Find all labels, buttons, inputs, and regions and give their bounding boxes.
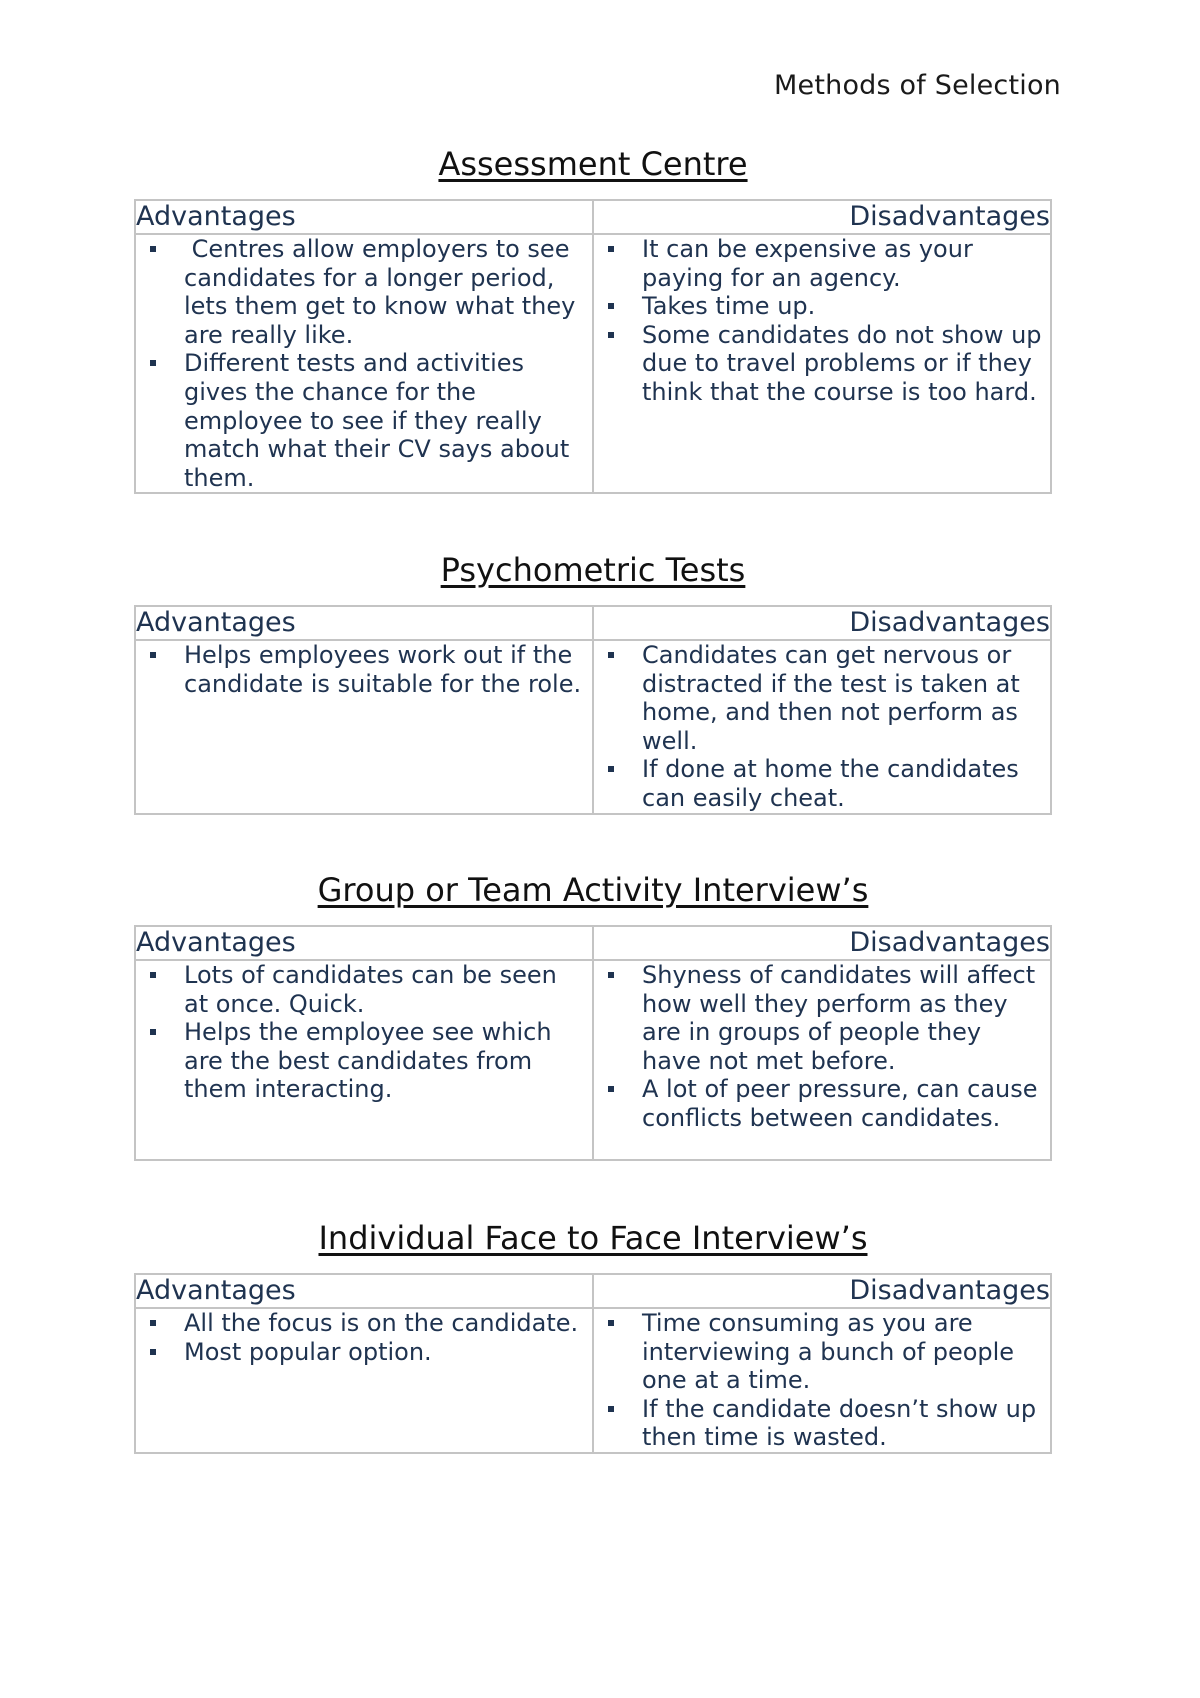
list-item: If done at home the candidates can easily cheat. [642, 755, 1046, 812]
section-assessment-centre [134, 145, 1052, 494]
disadvantages-header: Disadvantages [593, 926, 1051, 960]
pros-cons-table [134, 199, 1052, 494]
list-item: Time consuming as you are interviewing a bunch of people one at a time. [642, 1309, 1046, 1395]
list-item: All the focus is on the candidate. [184, 1309, 588, 1338]
section-title: Group or Team Activity Interview’s [317, 871, 869, 909]
section-face-to-face-interviews [134, 1219, 1052, 1454]
list-item: Shyness of candidates will affect how well they perform as they are in groups of people they have not met before. [642, 961, 1046, 1075]
list-item: Most popular option. [184, 1338, 588, 1367]
disadvantages-list [594, 961, 1050, 1133]
advantages-list [136, 235, 592, 492]
advantages-cell [135, 1308, 593, 1453]
section-psychometric-tests [134, 551, 1052, 815]
advantages-header: Advantages [135, 926, 593, 960]
list-item: Different tests and activities gives the chance for the employee to see if they really match what their CV says about them. [184, 349, 588, 492]
advantages-header: Advantages [135, 1274, 593, 1308]
advantages-cell [135, 640, 593, 814]
list-item: Takes time up. [642, 292, 1046, 321]
advantages-list [136, 1309, 592, 1366]
list-item: Lots of candidates can be seen at once. Quick. [184, 961, 588, 1018]
advantages-header: Advantages [135, 200, 593, 234]
list-item: Candidates can get nervous or distracted if the test is taken at home, and then not perform as well. [642, 641, 1046, 755]
disadvantages-list [594, 641, 1050, 813]
disadvantages-cell [593, 640, 1051, 814]
disadvantages-cell [593, 234, 1051, 493]
disadvantages-cell [593, 960, 1051, 1160]
advantages-cell [135, 960, 593, 1160]
disadvantages-header: Disadvantages [593, 606, 1051, 640]
advantages-list [136, 641, 592, 698]
pros-cons-table [134, 1273, 1052, 1454]
pros-cons-table [134, 605, 1052, 815]
advantages-list [136, 961, 592, 1104]
list-item: Helps the employee see which are the best candidates from them interacting. [184, 1018, 588, 1104]
section-title: Psychometric Tests [440, 551, 746, 589]
pros-cons-table [134, 925, 1052, 1161]
page-header-title: Methods of Selection [774, 70, 1061, 101]
list-item: If the candidate doesn’t show up then time is wasted. [642, 1395, 1046, 1452]
disadvantages-list [594, 235, 1050, 407]
advantages-cell [135, 234, 593, 493]
section-title: Individual Face to Face Interview’s [318, 1219, 868, 1257]
list-item: Some candidates do not show up due to travel problems or if they think that the course is too hard. [642, 321, 1046, 407]
section-title: Assessment Centre [438, 145, 748, 183]
disadvantages-header: Disadvantages [593, 1274, 1051, 1308]
disadvantages-list [594, 1309, 1050, 1452]
disadvantages-header: Disadvantages [593, 200, 1051, 234]
section-group-team-interviews [134, 871, 1052, 1161]
disadvantages-cell [593, 1308, 1051, 1453]
list-item: It can be expensive as your paying for an agency. [642, 235, 1046, 292]
list-item: Helps employees work out if the candidate is suitable for the role. [184, 641, 588, 698]
advantages-header: Advantages [135, 606, 593, 640]
list-item: Centres allow employers to see candidates for a longer period, lets them get to know what they are really like. [184, 235, 588, 349]
list-item: A lot of peer pressure, can cause conflicts between candidates. [642, 1075, 1046, 1132]
